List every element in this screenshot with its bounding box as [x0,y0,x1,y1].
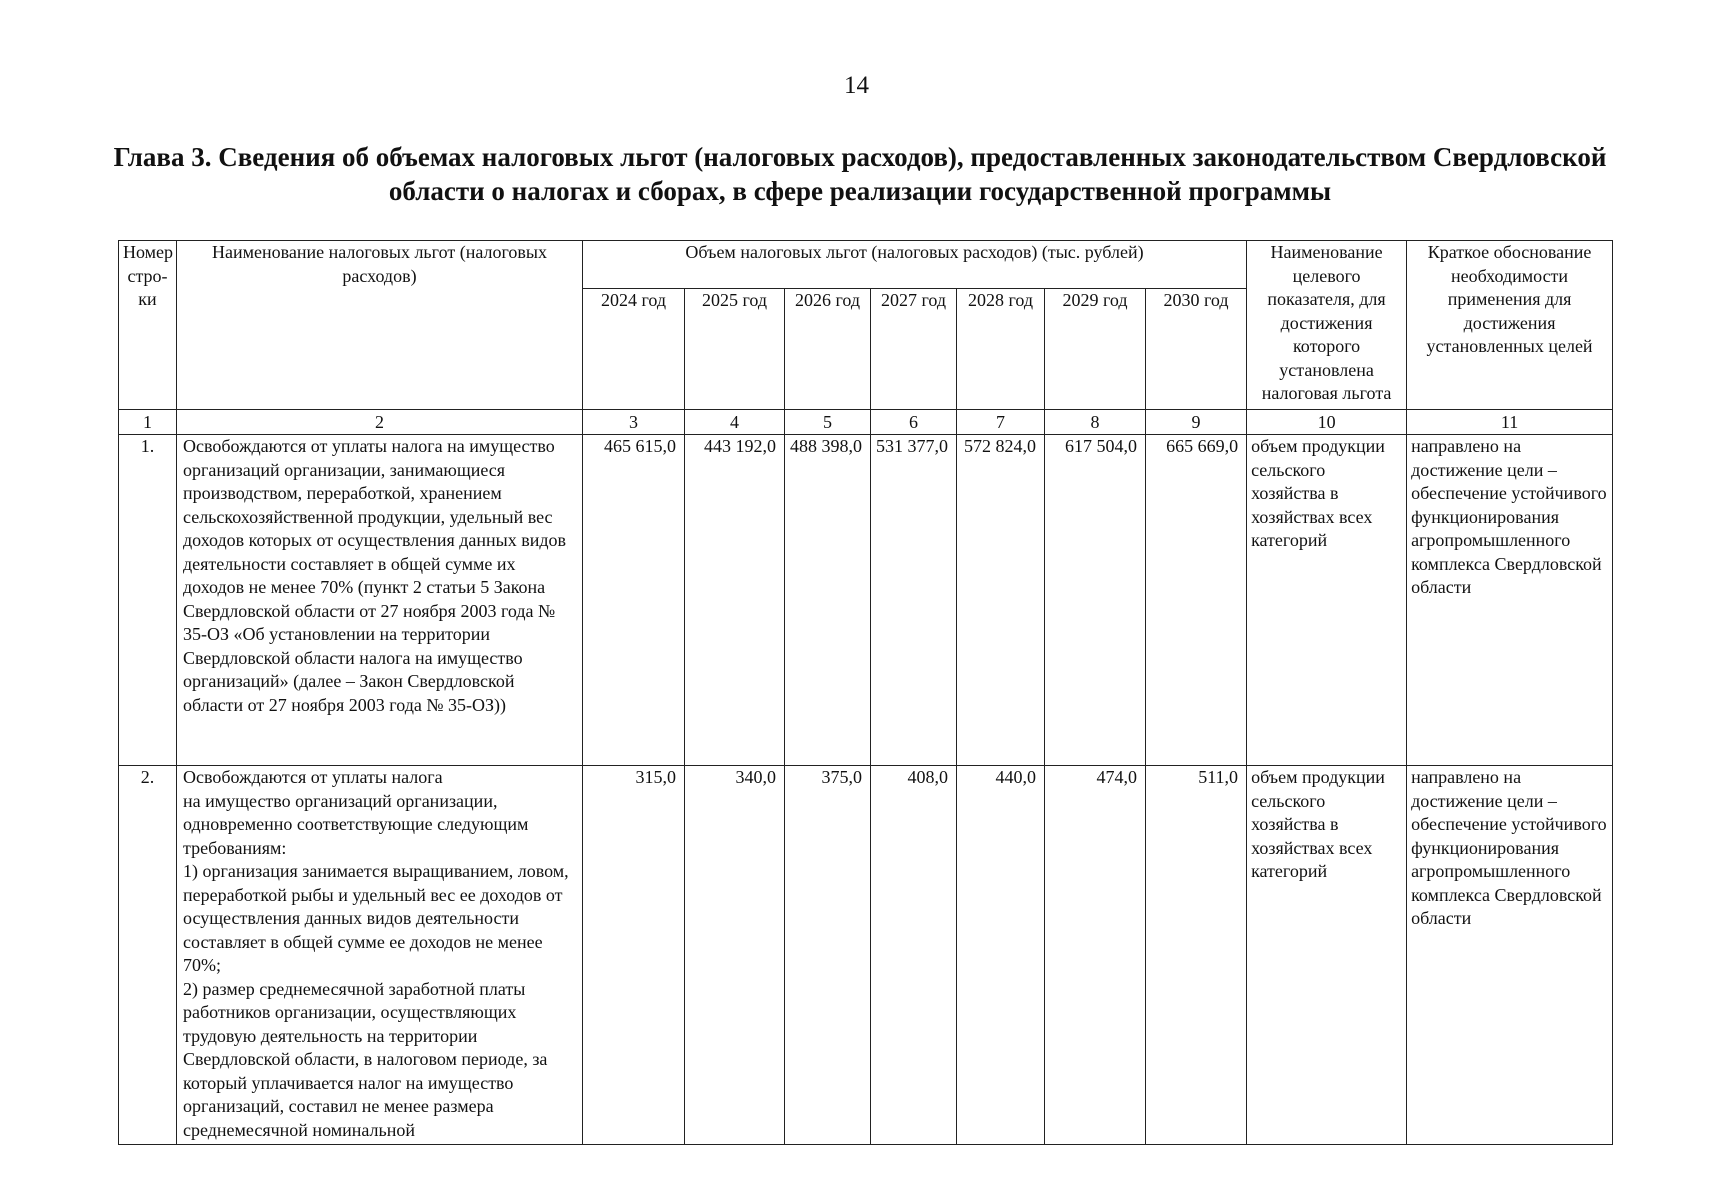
value-2028: 572 824,0 [957,435,1045,766]
column-index: 6 [871,410,957,435]
column-index: 4 [685,410,785,435]
header-year: 2027 год [871,289,957,410]
header-benefit-name: Наименование налоговых льгот (налоговых расходов) [177,241,583,410]
value-2030: 511,0 [1146,766,1247,1145]
column-index: 2 [177,410,583,435]
value-2026: 488 398,0 [785,435,871,766]
header-year: 2029 год [1045,289,1146,410]
header-year: 2030 год [1146,289,1247,410]
table-row [119,766,1613,1145]
value-2029: 474,0 [1045,766,1146,1145]
value-2025: 443 192,0 [685,435,785,766]
value-2028: 440,0 [957,766,1045,1145]
header-year: 2028 год [957,289,1045,410]
header-row-number: Номер стро-ки [119,241,177,410]
value-2025: 340,0 [685,766,785,1145]
value-2026: 375,0 [785,766,871,1145]
value-2029: 617 504,0 [1045,435,1146,766]
benefit-description: Освобождаются от уплаты налога на имущество организаций организации, одновременно соответствующие следующим требованиям: 1) организация занимается выращиванием, ловом, переработкой рыбы и удельный вес ее доходов от осуществления данных видов деятельности составляет в общей сумме ее доходов не менее 70%; 2) размер среднемесячной заработной платы работников организации, осуществляющих трудовую деятельность на территории Свердловской области, в налоговом периоде, за который уплачивается налог на имущество организаций, составил не менее размера среднемесячной номинальной [177,766,583,1145]
column-index-row [119,410,1613,435]
target-indicator: объем продукции сельского хозяйства в хозяйствах всех категорий [1247,435,1407,766]
header-year: 2024 год [583,289,685,410]
row-number: 2. [119,766,177,1145]
column-index: 8 [1045,410,1146,435]
row-number: 1. [119,435,177,766]
column-index: 10 [1247,410,1407,435]
column-index: 5 [785,410,871,435]
justification: направлено на достижение цели – обеспечение устойчивого функционирования агропромышленного комплекса Свердловской области [1407,766,1613,1145]
target-indicator: объем продукции сельского хозяйства в хозяйствах всех категорий [1247,766,1407,1145]
benefit-description: Освобождаются от уплаты налога на имущество организаций организации, занимающиеся производством, переработкой, хранением сельскохозяйственной продукции, удельный вес доходов которых от осуществления данных видов деятельности составляет в общей сумме их доходов не менее 70% (пункт 2 статьи 5 Закона Свердловской области от 27 ноября 2003 года № 35-ОЗ «Об установлении на территории Свердловской области налога на имущество организаций» (далее – Закон Свердловской области от 27 ноября 2003 года № 35-ОЗ)) [177,435,583,766]
value-2024: 315,0 [583,766,685,1145]
justification: направлено на достижение цели – обеспечение устойчивого функционирования агропромышленного комплекса Свердловской области [1407,435,1613,766]
value-2027: 408,0 [871,766,957,1145]
page-number: 14 [844,72,869,99]
column-index: 3 [583,410,685,435]
header-year: 2025 год [685,289,785,410]
header-target-indicator: Наименование целевого показателя, для достижения которого установлена налоговая льгота [1247,241,1407,410]
tax-benefits-table [118,240,1613,1145]
column-index: 7 [957,410,1045,435]
header-row [119,241,1613,289]
chapter-title: Глава 3. Сведения об объемах налоговых льгот (налоговых расходов), предоставленных законодательством Свердловской области о налогах и сборах, в сфере реализации государственной программы [113,142,1607,206]
value-2030: 665 669,0 [1146,435,1247,766]
column-index: 1 [119,410,177,435]
header-volume: Объем налоговых льгот (налоговых расходов) (тыс. рублей) [583,241,1247,289]
value-2027: 531 377,0 [871,435,957,766]
header-year: 2026 год [785,289,871,410]
column-index: 9 [1146,410,1247,435]
header-justification: Краткое обоснование необходимости применения для достижения установленных целей [1407,241,1613,410]
column-index: 11 [1407,410,1613,435]
value-2024: 465 615,0 [583,435,685,766]
table-row [119,435,1613,766]
